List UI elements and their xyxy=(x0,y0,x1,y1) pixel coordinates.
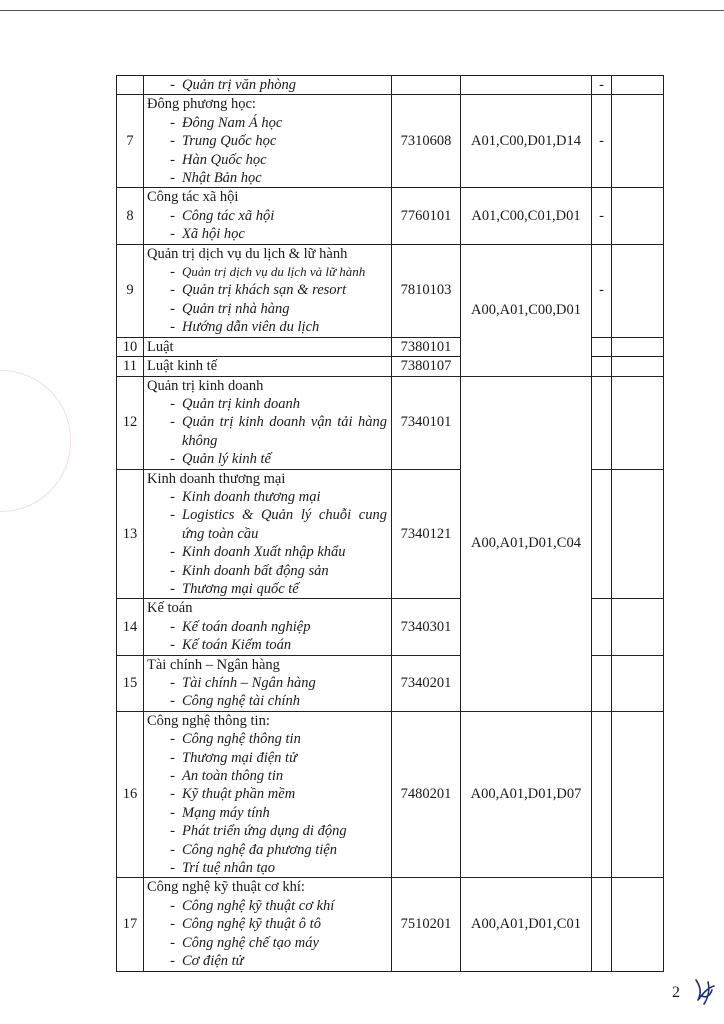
major-cell xyxy=(144,376,392,469)
sub-major-item: - Công nghệ thông tin xyxy=(170,731,301,748)
major-code: 7380107 xyxy=(392,357,461,376)
sub-major-item: - Phát triển ứng dụng di động xyxy=(170,823,347,840)
sub-major-item: - Xã hội học xyxy=(170,226,245,243)
sub-major-item: - Công nghệ chế tạo máy xyxy=(170,934,319,951)
sub-major-item: - Trung Quốc học xyxy=(170,133,277,150)
table-row xyxy=(117,95,664,188)
sub-major-item: - Công nghệ tài chính xyxy=(170,693,301,710)
extra-cell: - xyxy=(592,95,612,188)
extra-cell: - xyxy=(592,76,612,95)
table-row xyxy=(117,878,664,971)
table-row xyxy=(117,376,664,469)
major-name: Luật xyxy=(147,338,174,355)
major-code: 7310608 xyxy=(392,95,461,188)
table-row xyxy=(117,188,664,244)
row-number: 8 xyxy=(117,188,144,244)
extra-cell xyxy=(592,711,612,878)
major-code: 7380101 xyxy=(392,337,461,356)
major-code: 7480201 xyxy=(392,711,461,878)
sub-major-item: - Thương mại quốc tế xyxy=(170,580,299,597)
row-number: 11 xyxy=(117,357,144,376)
extra-cell-right xyxy=(612,337,664,356)
sub-major-item: - Quản trị nhà hàng xyxy=(170,300,290,317)
major-name: Quản trị dịch vụ du lịch & lữ hành xyxy=(147,245,348,262)
subject-combo: A00,A01,D01,C04 xyxy=(461,376,592,711)
sub-major-item: - Quản trị văn phòng xyxy=(170,77,296,93)
table-row xyxy=(117,244,664,337)
sub-major-item: - Quản lý kinh tế xyxy=(170,451,271,468)
extra-cell-right xyxy=(612,376,664,469)
major-name: Công nghệ kỹ thuật cơ khí: xyxy=(147,879,305,896)
extra-cell-right xyxy=(612,244,664,337)
major-code: 7510201 xyxy=(392,878,461,971)
sub-major-item: - Công nghệ đa phương tiện xyxy=(170,841,337,858)
extra-cell-right xyxy=(612,76,664,95)
subject-combo: A01,C00,D01,D14 xyxy=(461,95,592,188)
major-cell xyxy=(144,357,392,376)
page-number: 2 xyxy=(672,984,680,1001)
sub-major-item: - Mạng máy tính xyxy=(170,804,270,821)
major-cell xyxy=(144,599,392,655)
extra-cell: - xyxy=(592,188,612,244)
sub-major-item: - Quản trị kinh doanh xyxy=(170,395,301,412)
extra-cell xyxy=(592,599,612,655)
extra-cell xyxy=(592,357,612,376)
row-number: 9 xyxy=(117,244,144,337)
sub-major-item: - Kế toán doanh nghiệp xyxy=(170,618,311,635)
sub-major-item: - Kinh doanh bất động sản xyxy=(170,562,329,579)
major-cell xyxy=(144,95,392,188)
row-number: 7 xyxy=(117,95,144,188)
row-number: 14 xyxy=(117,599,144,655)
major-code: 7340121 xyxy=(392,469,461,599)
extra-cell xyxy=(592,376,612,469)
sub-major-item: - Thương mại điện tử xyxy=(170,749,297,766)
extra-cell xyxy=(592,337,612,356)
sub-major-item: - Hàn Quốc học xyxy=(170,151,267,168)
extra-cell-right xyxy=(612,469,664,599)
sub-major-item: - Logistics & Quản lý chuỗi cung ứng toàn cầu xyxy=(170,507,387,542)
major-cell xyxy=(144,76,392,95)
page-top-rule xyxy=(0,10,724,11)
extra-cell xyxy=(592,469,612,599)
sub-major-item: - Quản trị dịch vụ du lịch và lữ hành xyxy=(170,264,366,281)
row-number: 13 xyxy=(117,469,144,599)
major-code: 7760101 xyxy=(392,188,461,244)
sub-major-item: - Kỹ thuật phần mềm xyxy=(170,786,296,803)
row-number: 15 xyxy=(117,655,144,711)
extra-cell xyxy=(592,655,612,711)
major-code xyxy=(392,76,461,95)
sub-major-item: - Kinh doanh Xuất nhập khẩu xyxy=(170,544,346,561)
row-number: 10 xyxy=(117,337,144,356)
major-name: Đông phương học: xyxy=(147,96,256,113)
faded-stamp-mark xyxy=(0,370,71,512)
majors-table xyxy=(116,75,664,972)
signature-initial-icon xyxy=(690,976,718,1006)
major-cell xyxy=(144,244,392,337)
extra-cell-right xyxy=(612,95,664,188)
sub-major-item: - Quản trị kinh doanh vận tải hàng không xyxy=(170,414,387,449)
major-name: Kế toán xyxy=(147,600,193,617)
sub-major-item: - An toàn thông tin xyxy=(170,768,284,785)
sub-major-item: - Công nghệ kỹ thuật ô tô xyxy=(170,916,321,933)
major-cell xyxy=(144,469,392,599)
major-cell xyxy=(144,188,392,244)
extra-cell-right xyxy=(612,655,664,711)
sub-major-item: - Nhật Bản học xyxy=(170,170,262,187)
row-number xyxy=(117,76,144,95)
sub-major-item: - Công nghệ kỹ thuật cơ khí xyxy=(170,897,335,914)
subject-combo: A00,A01,C00,D01 xyxy=(461,244,592,376)
sub-major-item: - Tài chính – Ngân hàng xyxy=(170,675,316,691)
extra-cell xyxy=(592,878,612,971)
major-name: Công nghệ thông tin: xyxy=(147,712,270,729)
extra-cell-right xyxy=(612,711,664,878)
major-code: 7340201 xyxy=(392,655,461,711)
row-number: 12 xyxy=(117,376,144,469)
major-name: Tài chính – Ngân hàng xyxy=(147,656,280,673)
sub-major-item: - Kinh doanh thương mại xyxy=(170,488,321,505)
major-code: 7810103 xyxy=(392,244,461,337)
major-name: Kinh doanh thương mại xyxy=(147,470,286,487)
row-number: 17 xyxy=(117,878,144,971)
major-name: Luật kinh tế xyxy=(147,358,218,375)
sub-major-item: - Kế toán Kiểm toán xyxy=(170,637,292,654)
extra-cell-right xyxy=(612,357,664,376)
subject-combo: A01,C00,C01,D01 xyxy=(461,188,592,244)
sub-major-item: - Cơ điện tử xyxy=(170,953,244,970)
extra-cell-right xyxy=(612,599,664,655)
major-name: Quản trị kinh doanh xyxy=(147,377,264,394)
sub-major-item: - Công tác xã hội xyxy=(170,207,275,224)
major-cell xyxy=(144,337,392,356)
extra-cell: - xyxy=(592,244,612,337)
extra-cell-right xyxy=(612,188,664,244)
major-cell xyxy=(144,711,392,878)
subject-combo xyxy=(461,76,592,95)
sub-major-item: - Trí tuệ nhân tạo xyxy=(170,860,276,877)
sub-major-item: - Quản trị khách sạn & resort xyxy=(170,282,347,299)
major-name: Công tác xã hội xyxy=(147,189,239,206)
sub-major-item: - Hướng dẫn viên du lịch xyxy=(170,319,320,336)
subject-combo: A00,A01,D01,C01 xyxy=(461,878,592,971)
major-code: 7340101 xyxy=(392,376,461,469)
table-row xyxy=(117,76,664,95)
subject-combo: A00,A01,D01,D07 xyxy=(461,711,592,878)
major-cell xyxy=(144,655,392,711)
row-number: 16 xyxy=(117,711,144,878)
major-code: 7340301 xyxy=(392,599,461,655)
extra-cell-right xyxy=(612,878,664,971)
table-row xyxy=(117,711,664,878)
sub-major-item: - Đông Nam Á học xyxy=(170,114,283,131)
major-cell xyxy=(144,878,392,971)
